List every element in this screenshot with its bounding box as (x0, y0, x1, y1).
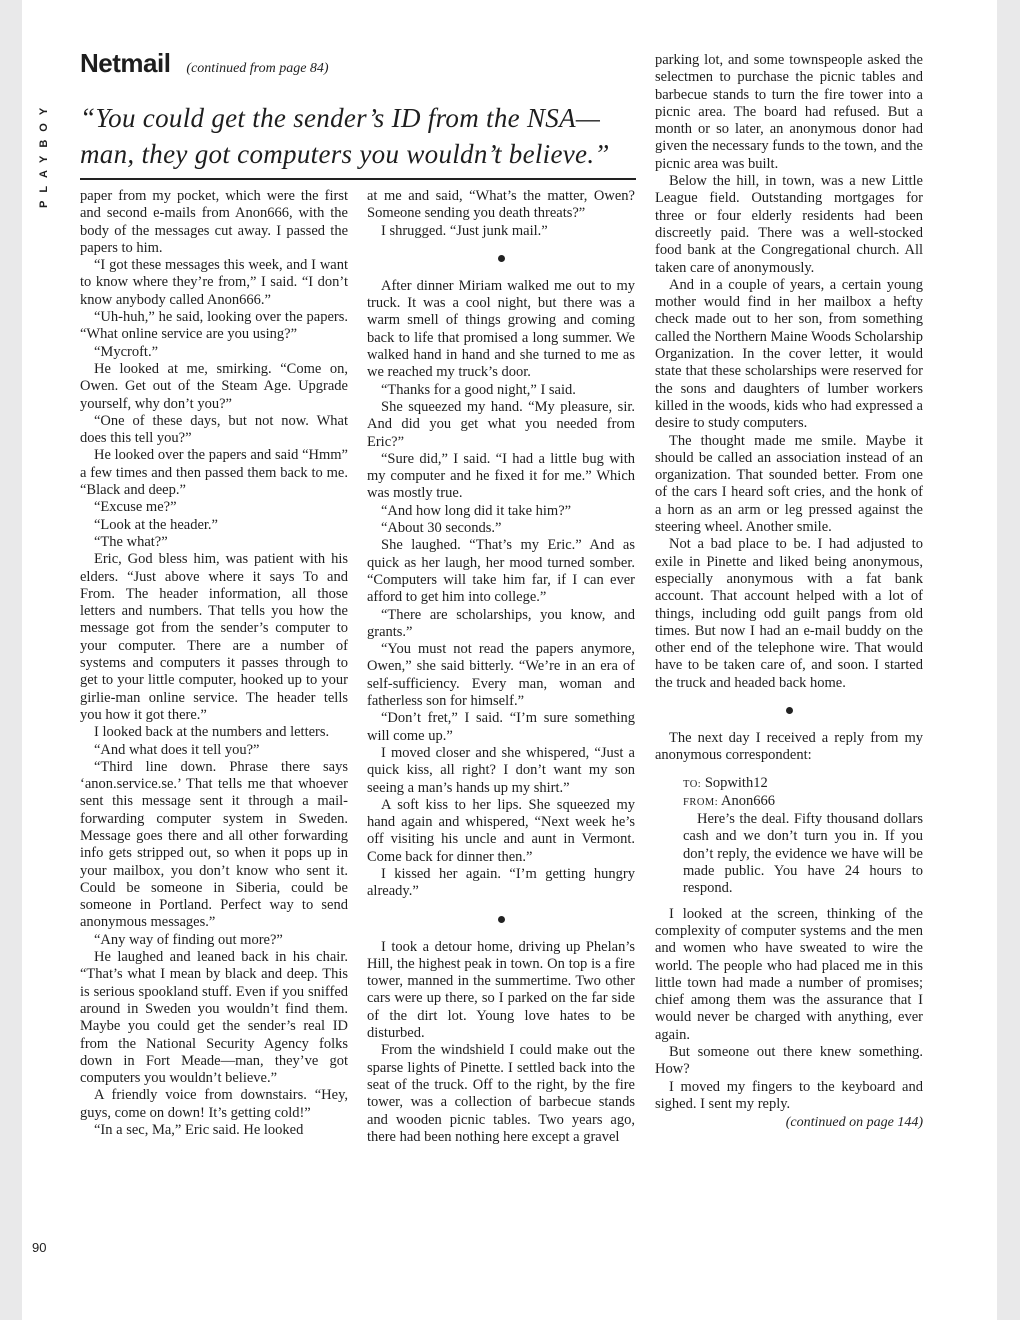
paragraph: “I got these messages this week, and I want to know where they’re from,” I said. “I don’t know anybody called Anon666.” (80, 257, 348, 308)
header-rule (80, 178, 636, 180)
magazine-spine-label: PLAYBOY (38, 99, 50, 208)
paragraph: I took a detour home, driving up Phelan’s Hill, the highest peak in town. On top is a fire tower, manned in the summertime. Two other cars were up there, so I parked on the far side of the dirt lot. Young love hates to be disturbed. (367, 938, 635, 1042)
paragraph: “And what does it tell you?” (94, 741, 260, 758)
paragraph: He looked at me, smirking. “Come on, Owen. Get out of the Steam Age. Upgrade yourself, why don’t you?” (80, 360, 348, 412)
section-break-bullet (367, 252, 635, 266)
section-break-bullet (655, 704, 923, 718)
paragraph: “Excuse me?” (94, 499, 177, 516)
paragraph: “In a sec, Ma,” Eric said. He looked (94, 1122, 304, 1139)
email-message (683, 775, 923, 898)
paragraph: From the windshield I could make out the sparse lights of Pinette. I settled back into the seat of the truck. Off to the right, by the fire tower, was a collection of barbecue stands and wooden picnic tables. Two years ago, there had been nothing here except a gravel (367, 1042, 635, 1145)
section-header (80, 48, 640, 79)
department-title: Netmail (80, 48, 171, 78)
paragraph: I moved closer and she whispered, “Just a quick kiss, all right? I don’t want my son seeing a man’s hands up my shirt.” (367, 744, 635, 796)
paragraph: “Sure did,” I said. “I had a little bug with my computer and he fixed it for me.” Which was mostly true. (367, 450, 635, 502)
email-to-value: Sopwith12 (704, 774, 768, 791)
paragraph: The next day I received a reply from my anonymous correspondent: (655, 729, 923, 764)
column-2 (367, 188, 635, 1146)
paragraph: But someone out there knew something. How? (655, 1044, 923, 1078)
paragraph: “Mycroft.” (94, 343, 159, 360)
paragraph: The thought made me smile. Maybe it should be called an association instead of an organization. That sounded better. From one of the cars I heard soft cries, and the honk of a horn as an arm or leg pressed against the steering wheel. Another smile. (655, 432, 923, 536)
paragraph: Eric, God bless him, was patient with his elders. “Just above where it says To and From. The header information, all those letters and numbers. That tells you how the message got from the sender’s computer to your computer. There are a number of systems and computers it passes through to get to your little computer, hooked up to your girlie-man online service. The header tells you how it got there.” (80, 551, 348, 723)
paragraph: “Third line down. Phrase there says ‘anon.service.se.’ That tells me that whoever sent this message sent it through a mail-forwarding computer system in Sweden. Message goes there and all other forwarding info gets stripped out, so when it pops up in your mailbox, you don’t know who sent it. Could be someone in Siberia, could be someone in Portland. Perfect way to send anonymous messages.” (80, 758, 348, 931)
paragraph: “You must not read the papers anymore, Owen,” she said bitterly. “We’re in an era of self-sufficiency. Every man, woman and fatherless son for himself.” (367, 641, 635, 710)
column-1 (80, 188, 348, 1139)
page-number: 90 (32, 1240, 47, 1255)
paragraph: “One of these days, but not now. What does this tell you?” (80, 412, 348, 447)
paragraph: He looked over the papers and said “Hmm” a few times and then passed them back to me. “Black and deep.” (80, 447, 348, 499)
paragraph: “And how long did it take him?” (381, 502, 572, 519)
paragraph: “Don’t fret,” I said. “I’m sure something will come up.” (367, 710, 635, 744)
paragraph: I kissed her again. “I’m getting hungry already.” (367, 865, 635, 900)
paragraph: parking lot, and some townspeople asked the selectmen to purchase the picnic tables and barbecue stands to turn the fire tower into a picnic area. The board had refused. But a month or so later, an anonymous donor had given the necessary funds to the town, and the picnic area was built. (655, 52, 923, 172)
paragraph: She laughed. “That’s my Eric.” And as quick as her laugh, her mood turned somber. “Computers will take him far, if I can ever afford to get him into college.” (367, 537, 635, 606)
email-body: Here’s the deal. Fifty thousand dollars cash and we don’t turn you in. If you don’t reply, the evidence we have will be made public. You have 24 hours to respond. (683, 811, 923, 897)
paragraph: A soft kiss to her lips. She squeezed my hand again and whispered, “Next week he’s off visiting his uncle and aunt in Vermont. Come back for dinner then.” (367, 796, 635, 865)
paragraph: He laughed and leaned back in his chair. “That’s what I mean by black and deep. This is serious spookland stuff. Even if you sniffed around in Sweden you wouldn’t find them. Maybe you could get the sender’s real ID from the National Security Agency folks down in Fort Meade—man, they’ve got computers you wouldn’t believe.” (80, 949, 348, 1087)
paragraph: paper from my pocket, which were the first and second e-mails from Anon666, with the body of the messages cut away. I passed the papers to him. (80, 188, 348, 256)
paragraph: I moved my fingers to the keyboard and sighed. I sent my reply. (655, 1078, 923, 1112)
paragraph: “Any way of finding out more?” (94, 931, 283, 948)
email-from-value: Anon666 (721, 792, 775, 809)
paragraph: She squeezed my hand. “My pleasure, sir. And did you get what you needed from Eric?” (367, 398, 635, 450)
column-3 (655, 52, 923, 1132)
paragraph: A friendly voice from downstairs. “Hey, guys, come on down! It’s getting cold!” (80, 1087, 348, 1121)
paragraph: “Thanks for a good night,” I said. (381, 381, 576, 398)
continued-from-note: (continued from page 84) (186, 61, 329, 76)
paragraph: “About 30 seconds.” (381, 520, 502, 537)
section-break-bullet (367, 913, 635, 927)
paragraph: “The what?” (94, 533, 168, 550)
paragraph: “There are scholarships, you know, and grants.” (367, 606, 635, 640)
email-from-line (683, 793, 923, 811)
paragraph: “Uh-huh,” he said, looking over the papers. “What online service are you using?” (80, 309, 348, 343)
email-to-line (683, 775, 923, 793)
paragraph: And in a couple of years, a certain young mother would find in her mailbox a hefty check made out to her son, from something called the Northern Maine Woods Scholarship Organization. In the cover letter, it would state that these scholarships were reserved for the sons and daughters of lumber workers killed in the woods, kids who had expressed a desire to study computers. (655, 276, 923, 432)
paragraph: After dinner Miriam walked me out to my truck. It was a cool night, but there was a warm smell of things growing and coming back to life that promised a long summer. We walked hand in hand and she turned to me as we reached my truck’s door. (367, 277, 635, 381)
paragraph: Not a bad place to be. I had adjusted to exile in Pinette and liked being anonymous, especially anonymous with a fat bank account. That account helped with a lot of things, including odd guilt pangs from old times. But now I had an e-mail buddy on the other end of the telephone wire. That would have to be taken care of, and soon. I started the truck and headed back home. (655, 536, 923, 691)
paragraph: I looked at the screen, thinking of the complexity of computer systems and the men and women who have sweated to wire the world. The people who had placed me in this little town had made a number of promises; chief among them was the assurance that I would never be charged with anything, ever again. (655, 905, 923, 1043)
pull-quote: “You could get the sender’s ID from the NSA—man, they got computers you wouldn’t believe.” (80, 103, 610, 169)
continued-on-note: (continued on page 144) (785, 1115, 923, 1131)
paragraph: I shrugged. “Just junk mail.” (381, 222, 548, 239)
paragraph: at me and said, “What’s the matter, Owen? Someone sending you death threats?” (367, 188, 635, 222)
paragraph: “Look at the header.” (94, 516, 218, 533)
email-to-label: TO: (683, 778, 702, 790)
paragraph: I looked back at the numbers and letters. (94, 724, 330, 741)
email-from-label: FROM: (683, 796, 719, 808)
paragraph: Below the hill, in town, was a new Little League field. Outstanding mortgages for three or four elderly residents had been discreetly paid. There was a well-stocked food bank at the Congregational church. All taken care of anonymously. (655, 173, 923, 276)
